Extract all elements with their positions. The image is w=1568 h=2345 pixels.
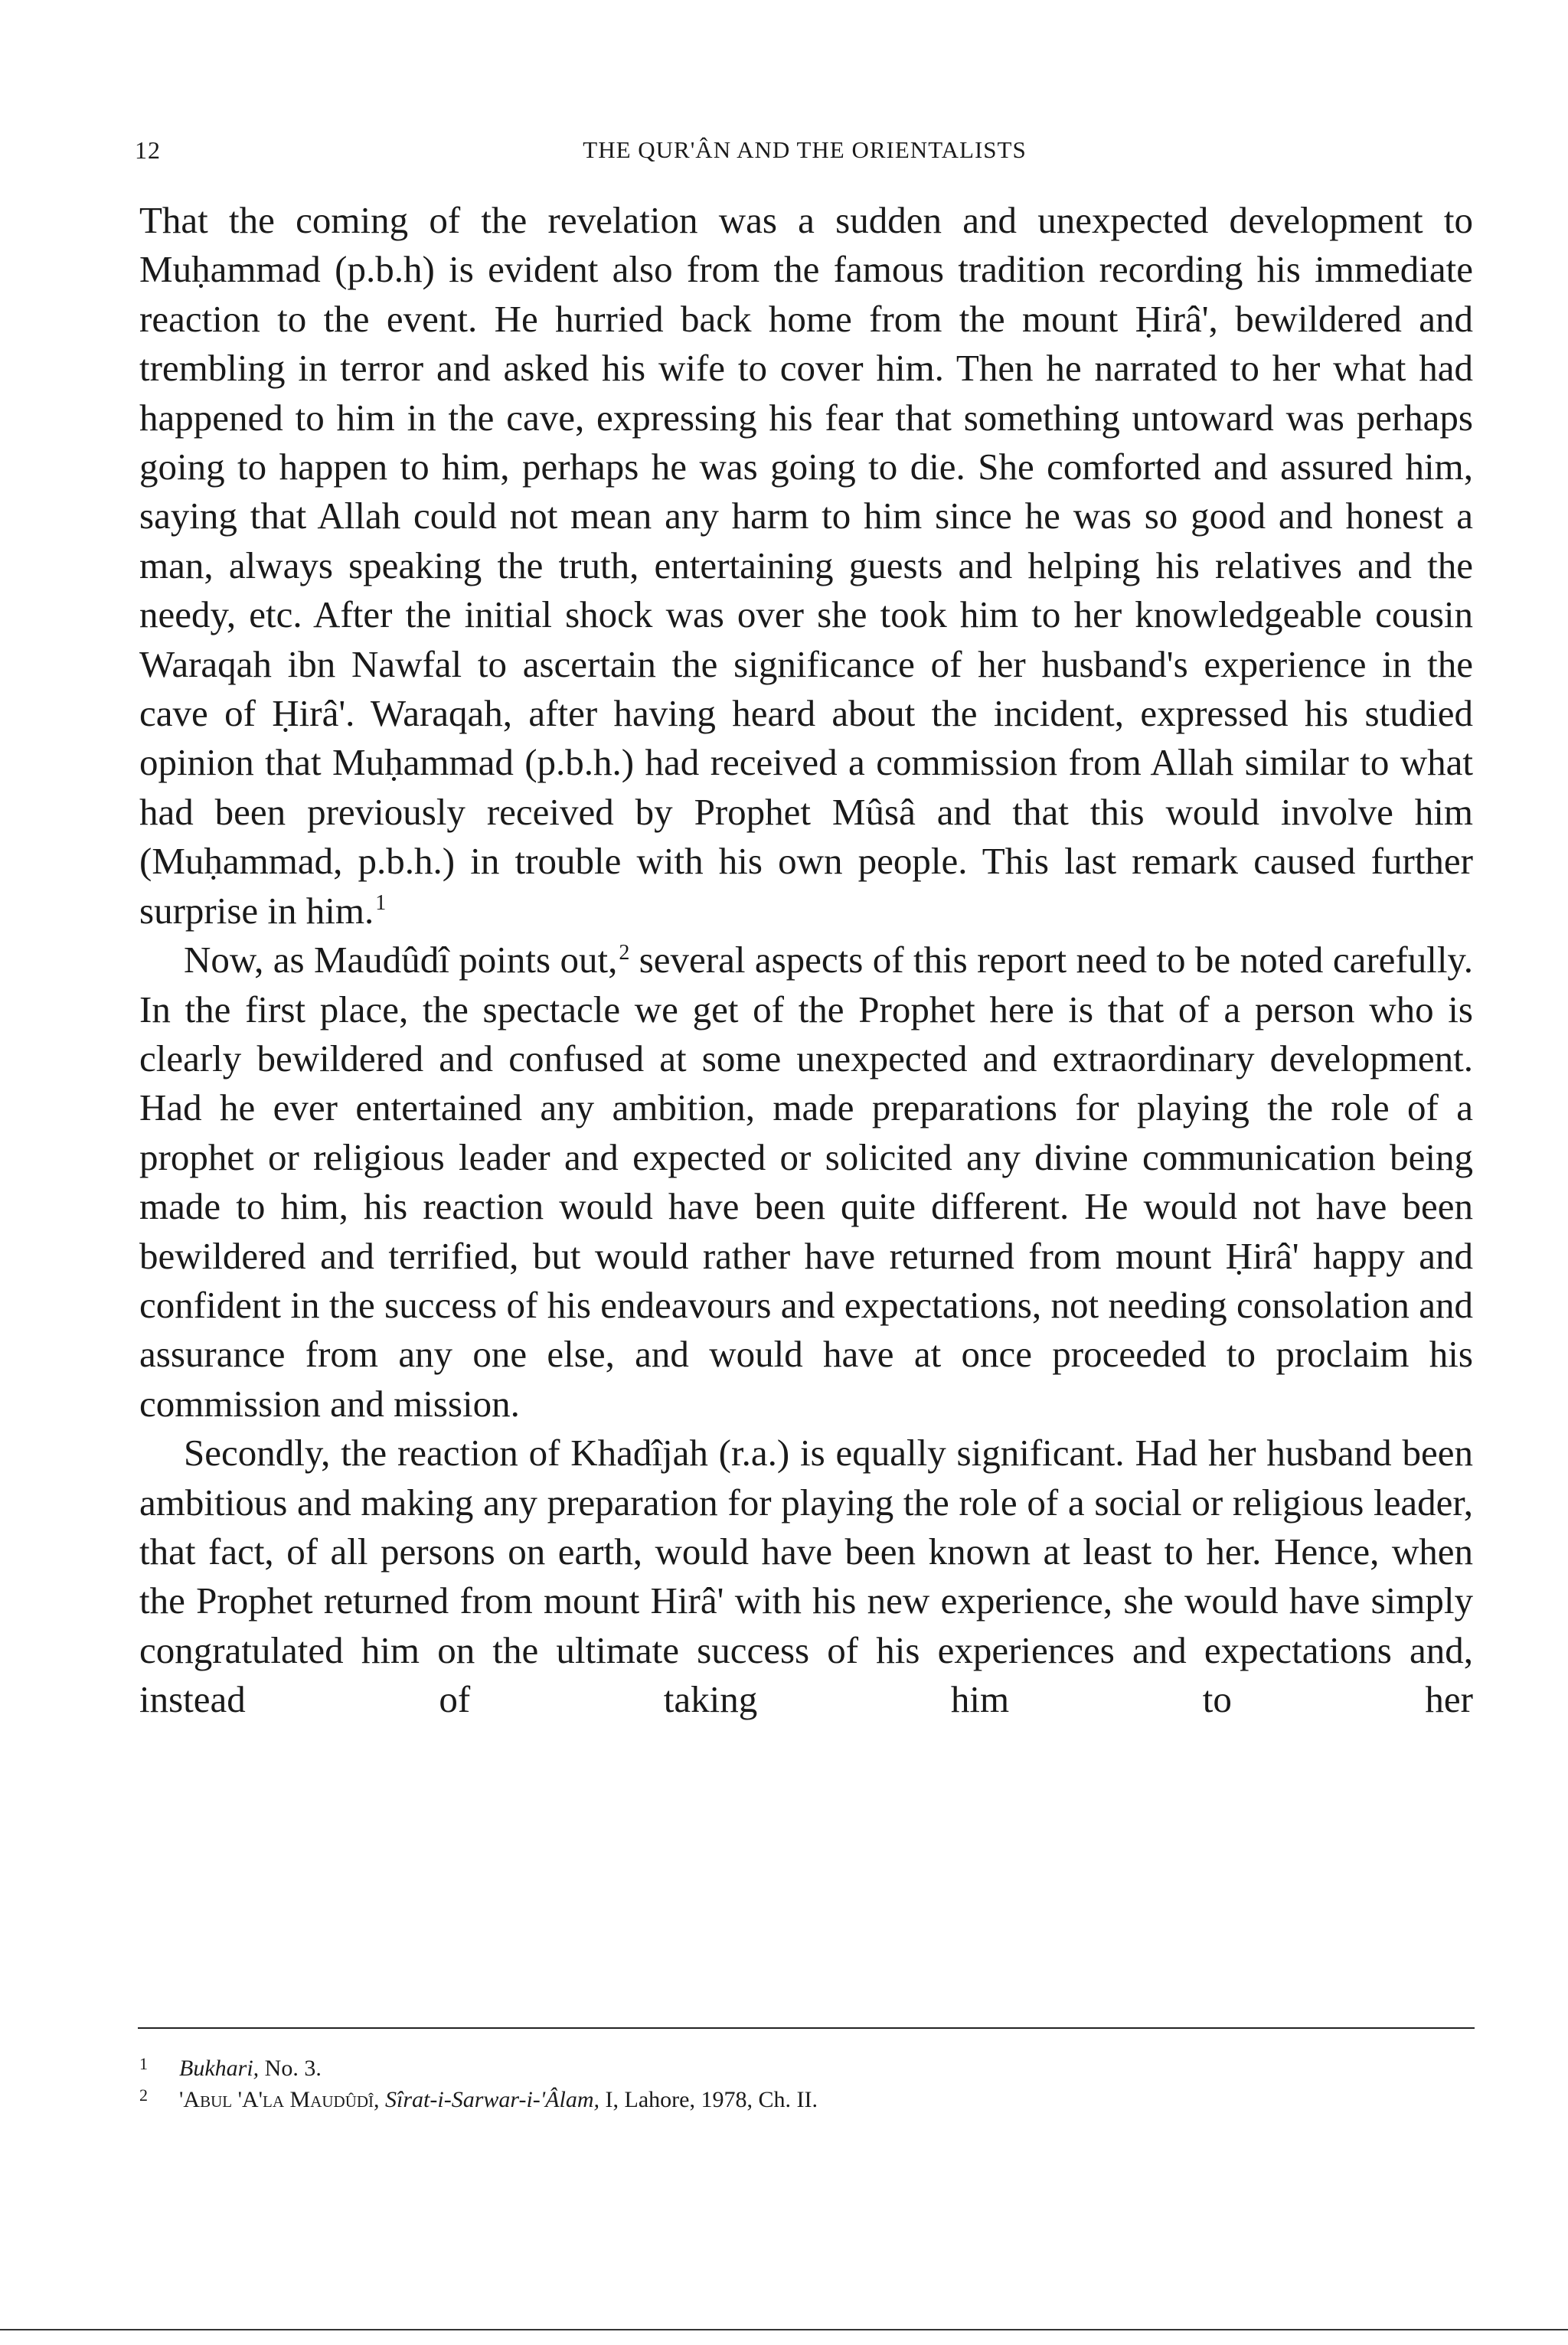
page-number: 12 — [135, 136, 161, 164]
scan-edge-line — [0, 2329, 1568, 2330]
running-head: THE QUR'ÂN AND THE ORIENTALISTS — [583, 136, 1027, 163]
footnote-1 — [139, 2053, 1473, 2084]
footnote-source-title: Sîrat-i-Sarwar-i-'Âlam, — [385, 2087, 600, 2112]
paragraph-2-rest: several aspects of this report need to be noted carefully. In the first place, the spectacle we get of the Prophet here is that of a person who is clearly bewildered and confused at some unexpected and extraordinary development. Had he ever entertained any ambition, made preparations for playing the role of a prophet or religious leader and expected or solicited any divine communication being made to him, his reaction would have been quite different. He would not have been bewildered and terrified, but would rather have returned from mount Ḥirâ' happy and confident in the success of his endeavours and expectations, not needing consolation and assurance from any one else, and would have at once proceeded to proclaim his commission and mission. — [139, 939, 1473, 1425]
footnote-ref-2: 2 — [619, 940, 630, 965]
main-text — [139, 196, 1473, 1725]
footnote-author: 'Abul 'A'la Maudûdî, — [179, 2087, 380, 2112]
footnote-mark: 2 — [139, 2085, 148, 2105]
footnotes — [139, 2053, 1473, 2116]
footnote-text: I, Lahore, 1978, Ch. II. — [599, 2087, 818, 2112]
paragraph-2-start: Now, as Maudûdî points out, — [184, 939, 618, 981]
paragraph-1 — [139, 196, 1473, 936]
page-header — [135, 136, 1475, 175]
paragraph-2 — [139, 936, 1473, 1429]
footnote-text: No. 3. — [259, 2056, 322, 2081]
footnote-ref-1: 1 — [375, 891, 387, 916]
footnote-separator — [138, 2027, 1475, 2029]
paragraph-3: Secondly, the reaction of Khadîjah (r.a.) is equally significant. Had her husband been ambitious and making any preparation for playing the role of a social or religious leader, that fact, of all persons on earth, would have been known at least to her. Hence, when the Prophet returned from mount Hirâ' with his new experience, she would have simply congratulated him on the ultimate success of his experiences and expectations and, instead of taking him to her — [139, 1432, 1473, 1721]
paragraph-1-text: That the coming of the revelation was a sudden and unexpected development to Muḥammad (p.b.h) is evident also from the famous tradition recording his immediate reaction to the event. He hurried back home from the mount Ḥirâ', bewildered and trembling in terror and asked his wife to cover him. Then he narrated to her what had happened to him in the cave, expressing his fear that something untoward was perhaps going to happen to him, perhaps he was going to die. She comforted and assured him, saying that Allah could not mean any harm to him since he was so good and honest a man, always speaking the truth, entertaining guests and helping his relatives and the needy, etc. After the initial shock was over she took him to her knowledgeable cousin Waraqah ibn Nawfal to ascertain the significance of her husband's experience in the cave of Ḥirâ'. Waraqah, after having heard about the incident, expressed his studied opinion that Muḥammad (p.b.h.) had received a commission from Allah similar to what had been previously received by Prophet Mûsâ and that this would involve him (Muḥammad, p.b.h.) in trouble with his own people. This last remark caused further surprise in him. — [139, 199, 1473, 932]
footnote-mark: 1 — [139, 2054, 148, 2073]
footnote-source-title: Bukhari, — [179, 2056, 260, 2081]
footnote-2 — [139, 2085, 1473, 2115]
